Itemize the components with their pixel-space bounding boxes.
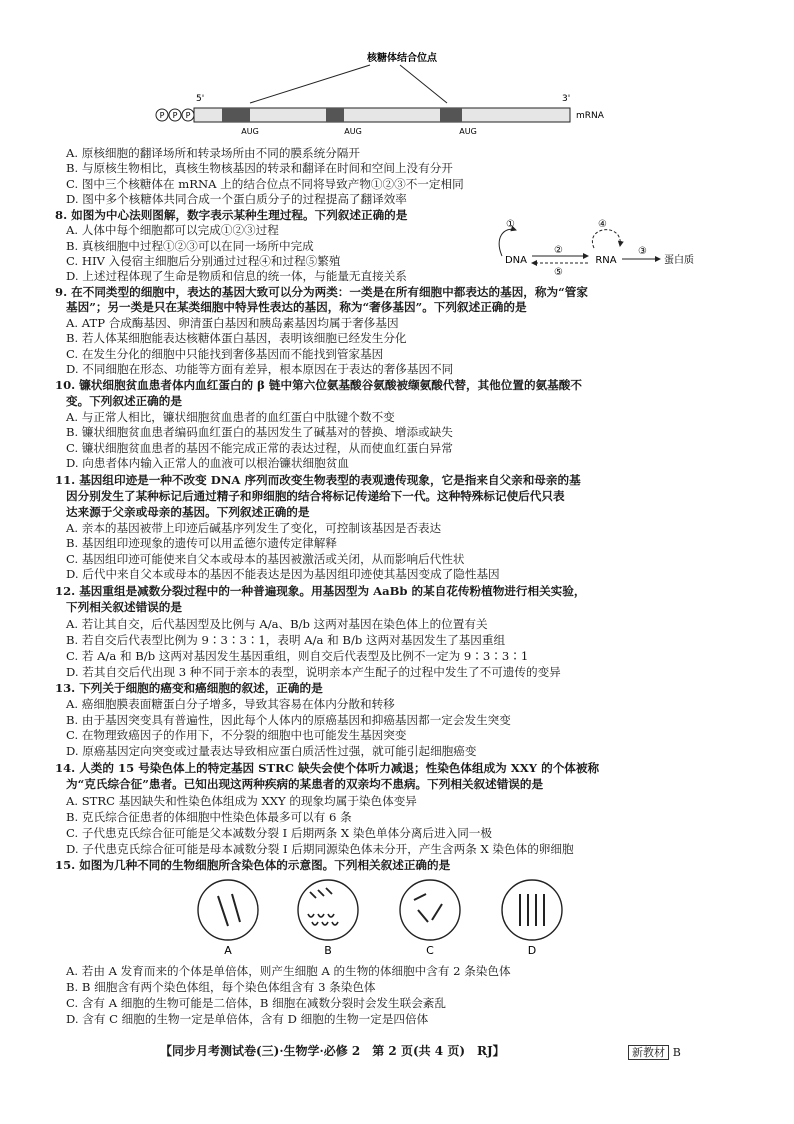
cell-d [502, 880, 562, 940]
cell-a-label: A [224, 944, 232, 957]
protein-label: 蛋白质 [664, 255, 694, 266]
q8-option-a: A. 人体中每个细胞都可以完成①②③过程 [66, 223, 279, 237]
q14-option-b: B. 克氏综合征患者的体细胞中性染色体最多可以有 6 条 [66, 810, 352, 824]
dna-label: DNA [504, 255, 528, 266]
q15-stem: 15. 如图为几种不同的生物细胞所含染色体的示意图。下列相关叙述正确的是 [55, 858, 451, 872]
q7-option-b: B. 与原核生物相比，真核生物核基因的转录和翻译在时间和空间上没有分开 [66, 161, 453, 175]
three-prime-label: 3' [562, 94, 571, 104]
q12-option-c: C. 若 A/a 和 B/b 这两对基因发生基因重组，则自交后代表型及比例不一定为 9∶3∶3∶1 [66, 649, 529, 663]
edition-badge-wrap [628, 1045, 681, 1060]
phosphate-label: P [185, 111, 191, 120]
cell-a [198, 880, 258, 940]
rna-label: RNA [595, 255, 617, 266]
q9-option-a: A. ATP 合成酶基因、卵清蛋白基因和胰岛素基因均属于奢侈基因 [66, 316, 399, 330]
q9-option-d: D. 不同细胞在形态、功能等方面有差异，根本原因在于表达的奢侈基因不同 [66, 362, 454, 376]
q13-option-d: D. 原癌基因定向突变或过量表达导致相应蛋白质活性过强，就可能引起细胞癌变 [66, 744, 477, 758]
aug-label: AUG [459, 127, 477, 136]
q11-option-a: A. 亲本的基因被带上印迹后碱基序列发生了变化，可控制该基因是否表达 [66, 521, 442, 535]
binding-site [440, 108, 462, 122]
binding-site-label: 核糖体结合位点 [367, 53, 437, 64]
phosphate-label: P [159, 111, 165, 120]
q7-option-d: D. 图中多个核糖体共同合成一个蛋白质分子的过程提高了翻译效率 [66, 192, 407, 206]
q11-option-c: C. 基因组印迹可能使来自父本或母本的基因被激活或关闭，从而影响后代性状 [66, 552, 465, 566]
q7-option-c: C. 图中三个核糖体在 mRNA 上的结合位点不同将导致产物①②③不一定相同 [66, 177, 464, 191]
process-1-label: ① [506, 219, 515, 230]
q10-option-d: D. 向患者体内输入正常人的血液可以根治镰状细胞贫血 [66, 456, 349, 470]
process-4-label: ④ [598, 219, 607, 230]
q12-option-d: D. 若其自交后代出现 3 种不同于亲本的表型，说明亲本产生配子的过程中发生了不可遗传的变异 [66, 665, 561, 679]
q10-option-c: C. 镰状细胞贫血患者的基因不能完成正常的表达过程，从而使血红蛋白异常 [66, 441, 453, 455]
q11-stem-2: 因分别发生了某种标记后通过精子和卵细胞的结合将标记传递给下一代。这种特殊标记使后代只表 [66, 489, 565, 503]
q12-option-a: A. 若让其自交，后代基因型及比例与 A/a、B/b 这两对基因在染色体上的位置有关 [66, 617, 488, 631]
q15-option-b: B. B 细胞含有两个染色体组，每个染色体组含有 3 条染色体 [66, 980, 376, 994]
process-2-label: ② [554, 245, 563, 256]
q13-option-a: A. 癌细胞膜表面糖蛋白分子增多，导致其容易在体内分散和转移 [66, 697, 395, 711]
phosphate-label: P [172, 111, 178, 120]
cell-c [400, 880, 460, 940]
process-3-label: ③ [638, 246, 647, 257]
q12-stem-1: 12. 基因重组是减数分裂过程中的一种普遍现象。用基因型为 AaBb 的某自花传粉植物进行相关实验， [55, 584, 586, 598]
chromosome-cells-figure [180, 874, 580, 958]
q13-option-b: B. 由于基因突变具有普遍性，因此每个人体内的原癌基因和抑癌基因都一定会发生突变 [66, 713, 511, 727]
process-5-label: ⑤ [554, 267, 563, 278]
q8-option-b: B. 真核细胞中过程①②③可以在同一场所中完成 [66, 239, 314, 253]
cell-b-label: B [324, 944, 332, 957]
edition-badge: 新教材 [628, 1045, 669, 1060]
mrna-label: mRNA [576, 111, 604, 121]
q15-option-c: C. 含有 A 细胞的生物可能是二倍体，B 细胞在减数分裂时会发生联会紊乱 [66, 996, 446, 1010]
q13-option-c: C. 在物理致癌因子的作用下，不分裂的细胞中也可能发生基因突变 [66, 728, 407, 742]
binding-site [326, 108, 344, 122]
central-dogma-diagram [484, 216, 724, 278]
q14-stem-2: 为“克氏综合征”患者。已知出现这两种疾病的某患者的双亲均不患病。下列相关叙述错误的是 [66, 777, 544, 791]
q10-option-a: A. 与正常人相比，镰状细胞贫血患者的血红蛋白中肽键个数不变 [66, 410, 395, 424]
q9-stem-1: 9. 在不同类型的细胞中，表达的基因大致可以分为两类：一类是在所有细胞中都表达的基因，称为“管家 [55, 285, 588, 299]
binding-site [222, 108, 250, 122]
mrna-ribosome-figure [150, 48, 620, 140]
edition-suffix: B [672, 1046, 681, 1059]
q12-option-b: B. 若自交后代表型比例为 9∶3∶3∶1，表明 A/a 和 B/b 这两对基因发生了基因重组 [66, 633, 506, 647]
q15-option-a: A. 若由 A 发育而来的个体是单倍体，则产生细胞 A 的生物的体细胞中含有 2 条染色体 [66, 964, 511, 978]
q8-stem: 8. 如图为中心法则图解，数字表示某种生理过程。下列叙述正确的是 [55, 208, 408, 222]
aug-label: AUG [344, 127, 362, 136]
q10-stem-1: 10. 镰状细胞贫血患者体内血红蛋白的 β 链中第六位氨基酸谷氨酸被缬氨酸代替，其他位置的氨基酸不 [55, 378, 582, 392]
q15-option-d: D. 含有 C 细胞的生物一定是单倍体，含有 D 细胞的生物一定是四倍体 [66, 1012, 429, 1026]
q14-option-d: D. 子代患克氏综合征可能是母本减数分裂 I 后期同源染色体未分开，产生含两条 X 染色体的卵细胞 [66, 842, 574, 856]
cell-c-label: C [426, 944, 434, 957]
q9-stem-2: 基因”；另一类是只在某类细胞中特异性表达的基因，称为“奢侈基因”。下列叙述正确的是 [66, 300, 527, 314]
page-footer: 【同步月考测试卷(三)·生物学·必修 2 第 2 页(共 4 页) RJ】 [160, 1044, 505, 1058]
aug-label: AUG [241, 127, 259, 136]
cell-d-label: D [527, 944, 537, 957]
mrna-strand [194, 108, 570, 122]
q14-option-a: A. STRC 基因缺失和性染色体组成为 XXY 的现象均属于染色体变异 [66, 794, 417, 808]
q11-option-d: D. 后代中来自父本或母本的基因不能表达是因为基因组印迹使其基因变成了隐性基因 [66, 567, 500, 581]
q14-stem-1: 14. 人类的 15 号染色体上的特定基因 STRC 缺失会使个体听力减退；性染色体组成为 XXY 的个体被称 [55, 761, 600, 775]
q10-stem-2: 变。下列叙述正确的是 [66, 394, 182, 408]
q11-option-b: B. 基因组印迹现象的遗传可以用孟德尔遗传定律解释 [66, 536, 337, 550]
q10-option-b: B. 镰状细胞贫血患者编码血红蛋白的基因发生了碱基对的替换、增添或缺失 [66, 425, 453, 439]
q9-option-b: B. 若人体某细胞能表达核糖体蛋白基因，表明该细胞已经发生分化 [66, 331, 407, 345]
q14-option-c: C. 子代患克氏综合征可能是父本减数分裂 I 后期两条 X 染色单体分离后进入同一极 [66, 826, 492, 840]
q8-option-d: D. 上述过程体现了生命是物质和信息的统一体，与能量无直接关系 [66, 269, 407, 283]
q12-stem-2: 下列相关叙述错误的是 [66, 600, 182, 614]
q11-stem-1: 11. 基因组印迹是一种不改变 DNA 序列而改变生物表型的表观遗传现象，它是指来自父亲和母亲的基 [55, 473, 581, 487]
q9-option-c: C. 在发生分化的细胞中只能找到奢侈基因而不能找到管家基因 [66, 347, 384, 361]
q7-option-a: A. 原核细胞的翻译场所和转录场所由不同的膜系统分隔开 [66, 146, 360, 160]
q11-stem-3: 达来源于父亲或母亲的基因。下列叙述正确的是 [66, 505, 310, 519]
five-prime-label: 5' [196, 94, 205, 104]
q13-stem: 13. 下列关于细胞的癌变和癌细胞的叙述，正确的是 [55, 681, 323, 695]
q8-option-c: C. HIV 入侵宿主细胞后分别通过过程④和过程⑤繁殖 [66, 254, 341, 268]
